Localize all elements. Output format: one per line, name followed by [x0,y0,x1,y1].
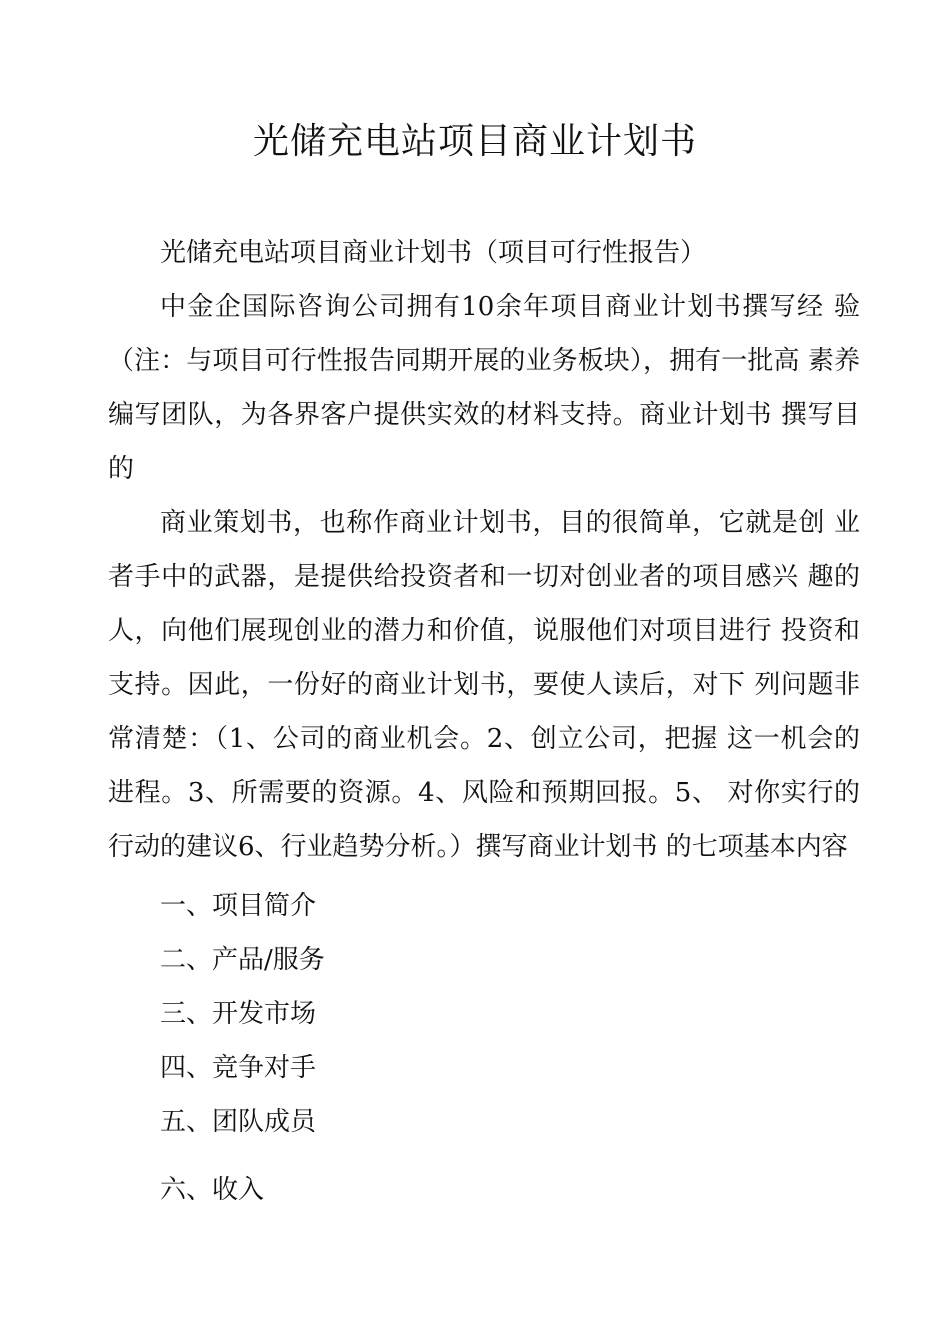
list-item-competitors: 四、竞争对手 [160,1053,317,1083]
list-item-products: 二、产品/服务 [160,945,325,975]
list-item-team: 五、团队成员 [160,1107,317,1137]
paragraph-subtitle: 光储充电站项目商业计划书（项目可行性报告） [160,238,707,268]
paragraph-purpose: 商业策划书，也称作商业计划书，目的很简单，它就是创 业者手中的武器，是提供给投资者和一切对创业者的项目感兴 趣的人，向他们展现创业的潜力和价值，说服他们对项目进行 投资和支持。因此，一份好的商业计划书，要使人读后，对下 列问题非常清楚：（1、公司的商业机会。2、创立公司，把握 这一机会的进程。3、所需要的资源。4、风险和预期回报。5、 对你实行的行动的建议6、行业趋势分析。）撰写商业计划书 的七项基本内容 [108,508,860,862]
list-item-project-intro: 一、项目简介 [160,891,317,921]
paragraph-company-intro: 中金企国际咨询公司拥有10余年项目商业计划书撰写经 验（注：与项目可行性报告同期开展的业务板块），拥有一批高 素养编写团队，为各界客户提供实效的材料支持。商业计划书 撰写目的 [108,292,860,484]
document-title: 光储充电站项目商业计划书 [252,121,697,162]
list-item-revenue: 六、收入 [160,1175,265,1205]
list-item-market: 三、开发市场 [160,999,317,1029]
